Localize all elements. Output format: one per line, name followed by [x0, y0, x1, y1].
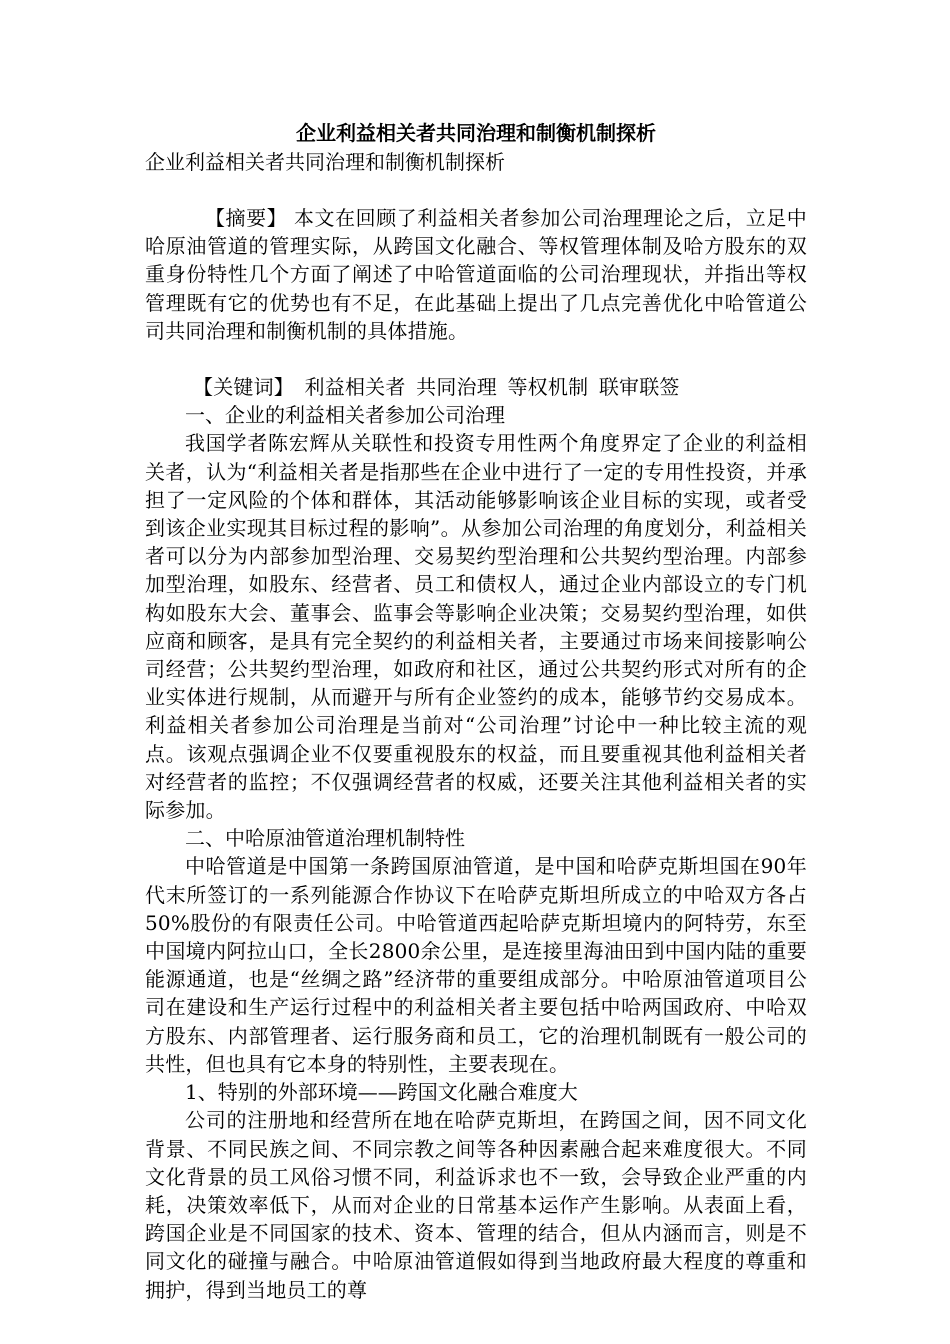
- section-2-paragraph: 中哈管道是中国第一条跨国原油管道，是中国和哈萨克斯坦国在90年代末所签订的一系列能源合作协议下在哈萨克斯坦所成立的中哈双方各占50%股份的有限责任公司。中哈管道西起哈萨克斯坦境内的阿特劳，东至中国境内阿拉山口，全长2800余公里，是连接里海油田到中国内陆的重要能源通道，也是“丝绸之路”经济带的重要组成部分。中哈原油管道项目公司在建设和生产运行过程中的利益相关者主要包括中哈两国政府、中哈双方股东、内部管理者、运行服务商和员工，它的治理机制既有一般公司的共性，但也具有它本身的特别性，主要表现在。: [145, 854, 807, 1076]
- section-1-heading: 一、企业的利益相关者参加公司治理: [185, 403, 505, 428]
- section-1-paragraph: 我国学者陈宏辉从关联性和投资专用性两个角度界定了企业的利益相关者，认为“利益相关者是指那些在企业中进行了一定的专用性投资，并承担了一定风险的个体和群体，其活动能够影响该企业目标的实现，或者受到该企业实现其目标过程的影响”。从参加公司治理的角度划分，利益相关者可以分为内部参加型治理、交易契约型治理和公共契约型治理。内部参加型治理，如股东、经营者、员工和债权人，通过企业内部设立的专门机构如股东大会、董事会、监事会等影响企业决策；交易契约型治理，如供应商和顾客，是具有完全契约的利益相关者，主要通过市场来间接影响公司经营；公共契约型治理，如政府和社区，通过公共契约形式对所有的企业实体进行规制，从而避开与所有企业签约的成本，能够节约交易成本。利益相关者参加公司治理是当前对“公司治理”讨论中一种比较主流的观点。该观点强调企业不仅要重视股东的权益，而且要重视其他利益相关者对经营者的监控；不仅强调经营者的权威，还要关注其他利益相关者的实际参加。: [145, 431, 807, 823]
- subsection-1-paragraph: 公司的注册地和经营所在地在哈萨克斯坦，在跨国之间，因不同文化背景、不同民族之间、不同宗教之间等各种因素融合起来难度很大。不同文化背景的员工风俗习惯不同，利益诉求也不一致，会导致企业严重的内耗，决策效率低下，从而对企业的日常基本运作产生影响。从表面上看，跨国企业是不同国家的技术、资本、管理的结合，但从内涵而言，则是不同文化的碰撞与融合。中哈原油管道假如得到当地政府最大程度的尊重和拥护，得到当地员工的尊: [145, 1108, 807, 1302]
- abstract-paragraph: 【摘要】 本文在回顾了利益相关者参加公司治理理论之后，立足中哈原油管道的管理实际，从跨国文化融合、等权管理体制及哈方股东的双重身份特性几个方面了阐述了中哈管道面临的公司治理现状，并指出等权管理既有它的优势也有不足，在此基础上提出了几点完善优化中哈管道公司共同治理和制衡机制的具体措施。: [145, 206, 807, 343]
- keywords-line: 【关键词】 利益相关者 共同治理 等权机制 联审联签: [193, 375, 680, 400]
- document-subtitle: 企业利益相关者共同治理和制衡机制探析: [145, 150, 505, 174]
- document-page: [145, 118, 807, 1304]
- document-title: 企业利益相关者共同治理和制衡机制探析: [296, 121, 656, 145]
- section-2-heading: 二、中哈原油管道治理机制特性: [185, 826, 465, 851]
- subsection-1-heading: 1、特别的外部环境——跨国文化融合难度大: [185, 1080, 578, 1105]
